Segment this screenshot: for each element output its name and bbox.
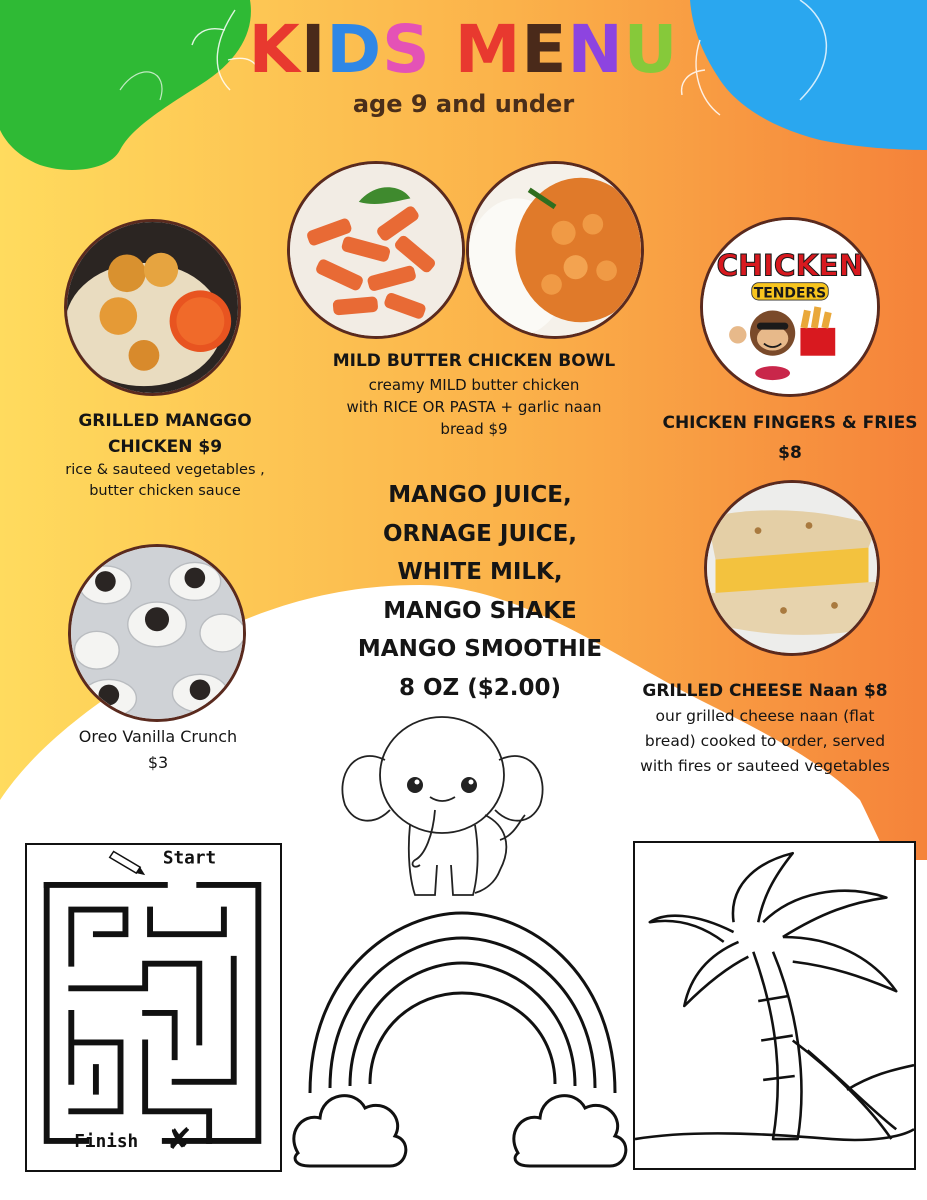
title-letter: M bbox=[454, 11, 522, 88]
title-letter: D bbox=[326, 11, 383, 88]
palm-tree-coloring[interactable] bbox=[633, 841, 916, 1170]
grilled-cheese-desc-2: bread) cooked to order, served bbox=[644, 732, 886, 750]
butter-chicken-photo bbox=[466, 161, 644, 339]
rainbow-coloring-icon[interactable] bbox=[290, 908, 635, 1170]
butter-chicken-desc-3: bread $9 bbox=[440, 420, 508, 438]
pencil-icon bbox=[110, 851, 145, 875]
title-letter: K bbox=[248, 11, 301, 88]
title-letter: E bbox=[521, 11, 568, 88]
drink-price: 8 OZ ($2.00) bbox=[398, 674, 562, 701]
title-letter: U bbox=[623, 11, 679, 88]
chicken-tenders-logo bbox=[700, 217, 880, 397]
oreo-cups-image bbox=[71, 547, 243, 719]
grilled-cheese-image bbox=[707, 483, 877, 653]
drink-line: MANGO JUICE, bbox=[388, 482, 572, 508]
grilled-mango-chicken-title-2: CHICKEN $9 bbox=[107, 437, 223, 457]
butter-chicken-desc-1: creamy MILD butter chicken bbox=[368, 376, 580, 394]
finish-x-icon: ✘ bbox=[166, 1121, 192, 1156]
oreo-caption bbox=[58, 724, 258, 776]
chicken-fingers-title: CHICKEN FINGERS & FRIES bbox=[662, 413, 918, 433]
butter-chicken-desc-2: with RICE OR PASTA + garlic naan bbox=[346, 398, 602, 416]
butter-chicken-image bbox=[469, 164, 641, 336]
grilled-cheese-title: GRILLED CHEESE Naan $8 bbox=[642, 681, 888, 701]
maze-activity[interactable] bbox=[25, 843, 282, 1172]
title-letter bbox=[431, 10, 455, 90]
grilled-mango-chicken-photo bbox=[64, 219, 241, 396]
butter-chicken-caption bbox=[318, 348, 630, 440]
title-letter: S bbox=[382, 11, 431, 88]
title-letter: N bbox=[567, 11, 624, 88]
elephant-coloring-icon bbox=[335, 705, 550, 910]
grilled-cheese-desc-3: with fires or sauteed vegetables bbox=[640, 757, 890, 775]
palm-tree-drawing[interactable] bbox=[635, 843, 914, 1168]
butter-chicken-title: MILD BUTTER CHICKEN BOWL bbox=[332, 351, 616, 371]
menu-title bbox=[0, 10, 927, 90]
drink-line: MANGO SHAKE bbox=[383, 597, 577, 624]
grilled-mango-chicken-desc-1: rice & sauteed vegetables , bbox=[65, 462, 265, 478]
pasta-photo bbox=[287, 161, 465, 339]
chicken-fingers-caption bbox=[652, 410, 927, 466]
logo-tenders-text: TENDERS bbox=[753, 285, 827, 302]
maze-drawing[interactable] bbox=[27, 845, 280, 1170]
oreo-price: $3 bbox=[147, 753, 169, 772]
drink-line: MANGO SMOOTHIE bbox=[357, 636, 603, 662]
logo-chicken-text: CHICKEN bbox=[716, 248, 864, 283]
drinks-list bbox=[330, 476, 630, 707]
oreo-title: Oreo Vanilla Crunch bbox=[78, 727, 238, 746]
grilled-cheese-naan-photo bbox=[704, 480, 880, 656]
chicken-tenders-monkey-image bbox=[703, 220, 877, 394]
grilled-mango-chicken-title-1: GRILLED MANGGO bbox=[78, 411, 252, 431]
maze-finish-label: Finish bbox=[74, 1131, 139, 1152]
grilled-cheese-caption bbox=[610, 678, 920, 779]
oreo-vanilla-crunch-photo bbox=[68, 544, 246, 722]
grilled-cheese-desc-1: our grilled cheese naan (flat bbox=[655, 707, 875, 725]
grilled-mango-chicken-desc-2: butter chicken sauce bbox=[89, 483, 241, 499]
drink-line: ORNAGE JUICE, bbox=[382, 520, 578, 547]
grilled-mango-chicken-caption bbox=[40, 408, 290, 502]
chicken-fingers-price: $8 bbox=[778, 443, 802, 463]
grilled-chicken-image bbox=[67, 222, 238, 393]
drink-line: WHITE MILK, bbox=[397, 559, 563, 585]
menu-subtitle: age 9 and under bbox=[352, 90, 575, 118]
maze-start-label: Start bbox=[162, 848, 217, 869]
title-letter: I bbox=[300, 11, 327, 88]
penne-pasta-image bbox=[290, 164, 462, 336]
